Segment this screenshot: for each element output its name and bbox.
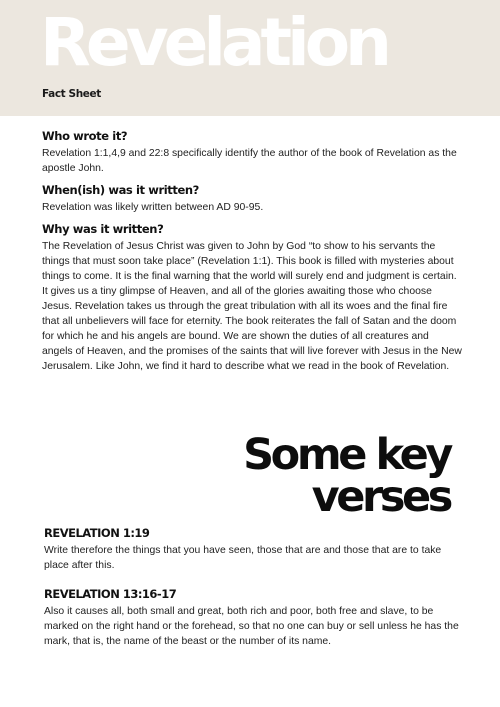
section-heading: Why was it written? [42, 222, 164, 236]
verse-reference: REVELATION 13:16-17 [44, 587, 177, 601]
header-band [0, 0, 500, 116]
verse-text: Write therefore the things that you have seen, those that are and those that are to take place after this. [44, 545, 442, 571]
key-verses-title-line2: verses [311, 472, 450, 522]
section-heading: When(ish) was it written? [42, 183, 199, 197]
section-heading: Who wrote it? [42, 129, 128, 143]
section-body: Revelation 1:1,4,9 and 22:8 specifically identify the author of the book of Revelation as the apostle John. [42, 148, 457, 174]
verse-block [44, 587, 464, 649]
section-body: The Revelation of Jesus Christ was given to John by God “to show to his servants the things that must soon take place” (Revelation 1:1). This book is filled with mysteries about things to come. It is the final warning that the world will surely end and judgment is certain. It gives us a tiny glimpse of Heaven, and all of the glories awaiting those who choose Jesus. Revelation takes us through the great tribulation with all its woes and the final fire that all unbelievers will face for eternity. The book reiterates the fall of Satan and the doom for which he and his angels are bound. We are shown the duties of all creatures and angels of Heaven, and the promises of the saints that will live forever with Jesus in the New Jerusalem. Like John, we find it hard to describe what we read in the book of Revelation. [42, 241, 462, 372]
page-title: Revelation [40, 4, 388, 81]
section-when-written [42, 183, 462, 215]
section-body: Revelation was likely written between AD 90-95. [42, 202, 264, 213]
page-subtitle: Fact Sheet [42, 88, 101, 100]
key-verses-title [243, 430, 450, 522]
verse-text: Also it causes all, both small and great, both rich and poor, both free and slave, to be marked on the right hand or the forehead, so that no one can buy or sell unless he has the mark, that is, the name of the beast or the number of its name. [44, 606, 459, 647]
section-why-written [42, 222, 462, 374]
verse-reference: REVELATION 1:19 [44, 526, 150, 540]
key-verses-title-line1: Some key [243, 430, 450, 480]
verse-block [44, 526, 464, 573]
section-who-wrote [42, 129, 462, 176]
